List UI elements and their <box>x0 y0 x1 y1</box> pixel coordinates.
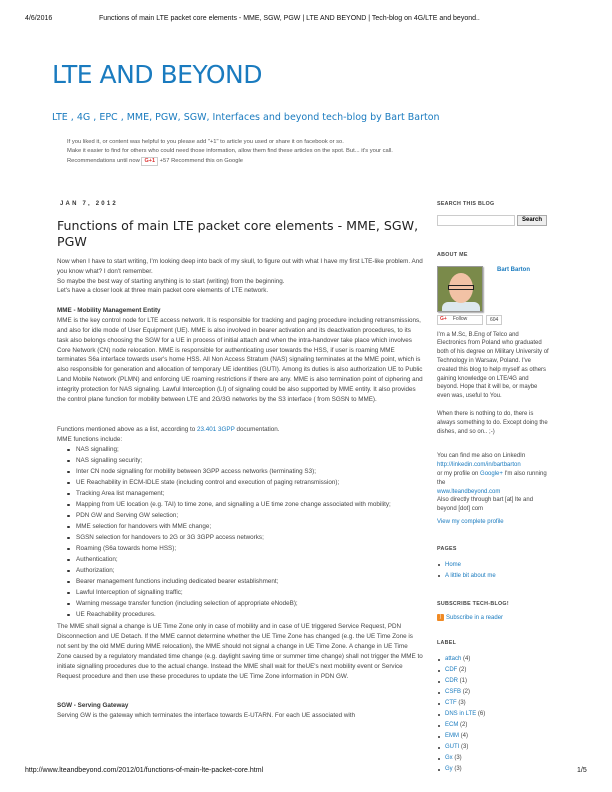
label-item <box>445 676 549 687</box>
label-item <box>445 687 549 698</box>
recommend-cta: Recommend this on Google <box>171 157 243 164</box>
label-item <box>445 709 549 720</box>
google-follow-button[interactable] <box>437 315 483 325</box>
linkedin-text: You can find me also on LinkedIn <box>437 453 526 460</box>
recommend-box <box>67 138 393 166</box>
label-item <box>445 654 549 665</box>
function-item: SGSN selection for handovers to 2G or 3G 3GPP access networks; <box>76 532 423 543</box>
blog-subtitle: LTE , 4G , EPC , MME, PGW, SGW, Interfaces and beyond tech-blog by Bart Barton <box>52 112 440 123</box>
site-link[interactable]: www.lteandbeyond.com <box>437 488 501 495</box>
print-date: 4/6/2016 <box>25 15 53 22</box>
list-heading: MME functions include: <box>57 435 123 443</box>
label-list <box>445 654 549 775</box>
function-item: Bearer management functions including dedicated bearer establishment; <box>76 576 423 587</box>
function-item: Roaming (S6a towards home HSS); <box>76 543 423 554</box>
function-item: Authentication; <box>76 554 423 565</box>
label-link[interactable]: ECM <box>445 722 459 728</box>
search-input[interactable] <box>437 215 515 226</box>
print-page-number: 1/5 <box>577 767 587 774</box>
sgw-body: Serving GW is the gateway which terminates the interface towards E-UTARN. For each UE associated with <box>57 712 356 720</box>
function-item: NAS signalling; <box>76 444 423 455</box>
label-count: (4) <box>463 656 471 662</box>
recommend-count: +57 <box>159 157 170 164</box>
label-count: (3) <box>458 700 466 706</box>
sgw-heading: SGW - Serving Gateway <box>57 702 129 710</box>
view-profile-link[interactable]: View my complete profile <box>437 518 504 525</box>
label-heading: LABEL <box>437 640 457 647</box>
label-item <box>445 665 549 676</box>
print-page-title: Functions of main LTE packet core elements - MME, SGW, PGW | LTE AND BEYOND | Tech-blog on 4G/LTE and beyond.. <box>99 15 480 22</box>
subscribe-link[interactable]: Subscribe in a reader <box>446 615 504 622</box>
google-plus-one-button[interactable]: G+1 <box>141 157 158 166</box>
blog-title[interactable]: LTE AND BEYOND <box>52 60 262 89</box>
recommend-line-3: Recommendations until now <box>67 157 140 164</box>
about-text: I'm a M.Sc, B.Eng of Telco and Electronics from Poland who graduated both of his degree on Military University of Technology in Warsaw, Poland. I've created this blog to help myself as others gaining knowledge on LTE/4G and beyond. Hope that it will be, or maybe even was, useful to You. <box>437 331 549 400</box>
search-heading: SEARCH THIS BLOG <box>437 201 495 207</box>
sidebar <box>437 200 549 775</box>
follow-label: Follow <box>452 316 468 323</box>
function-item: Lawful Interception of signalling traffic; <box>76 587 423 598</box>
function-item: UE Reachability in ECM-IDLE state (including control and execution of paging retransmission); <box>76 477 423 488</box>
linkedin-link[interactable]: http://linkedin.com/in/bartbarton <box>437 462 521 469</box>
function-item: PDN GW and Serving GW selection; <box>76 510 423 521</box>
label-count: (2) <box>459 667 467 673</box>
label-link[interactable]: attach <box>445 656 462 662</box>
label-link[interactable]: CSFB <box>445 689 462 695</box>
subscribe-heading: SUBSCRIBE TECH-BLOG! <box>437 600 509 607</box>
author-avatar[interactable] <box>437 266 483 312</box>
label-item <box>445 742 549 753</box>
label-count: (2) <box>462 689 471 695</box>
about-heading: ABOUT ME <box>437 251 468 258</box>
print-url: http://www.lteandbeyond.com/2012/01/functions-of-main-lte-packet-core.html <box>25 767 264 774</box>
label-item <box>445 731 549 742</box>
label-item <box>445 764 549 775</box>
google-plus-link[interactable]: Google+ <box>480 470 503 477</box>
google-plus-icon: G+ <box>440 316 447 323</box>
function-item: Tracking Area list management; <box>76 488 423 499</box>
label-count: (6) <box>477 711 486 717</box>
label-link[interactable]: Gx <box>445 755 453 761</box>
label-count: (4) <box>460 733 469 739</box>
email-text: Also directly through bart [at] lte and beyond [dot] com <box>437 497 534 513</box>
3gpp-doc-link[interactable]: 23.401 3GPP <box>197 425 235 433</box>
label-count: (3) <box>454 755 462 761</box>
label-link[interactable]: CDF <box>445 667 458 673</box>
function-item: Mapping from UE location (e.g. TAI) to time zone, and signalling a UE time zone change associated with mobility; <box>76 499 423 510</box>
author-name-link[interactable]: Bart Barton <box>497 266 531 273</box>
label-item <box>445 753 549 764</box>
intro-paragraph: So maybe the best way of starting anything is to start (writing) from the beginning. <box>57 277 285 285</box>
recommend-line-1: If you liked it, or content was helpful to you please add "+1" to article you used or share it on facebook or so. <box>67 139 344 145</box>
label-link[interactable]: DNS in LTE <box>445 711 477 717</box>
list-intro <box>57 425 423 435</box>
function-item: Inter CN node signalling for mobility between 3GPP access networks (terminating S3); <box>76 466 423 477</box>
mme-functions-list <box>76 444 423 620</box>
follower-count: 604 <box>486 315 502 325</box>
label-link[interactable]: CDR <box>445 678 458 684</box>
mme-body: MME is the key control node for LTE access network. It is responsible for tracking and paging procedure including retransmissions, and also for idle mode of User Equipment (UE). MME is also involved in bearer activation and its deactivation procedures, to its task also belongs choosing the SGW for a UE in process of initial attach and when the intra-handover take place which involves Core Network (CN) node relocation. MME is responsible for authenticating user towards the HSS, if user is roaming MME terminates S6a interface towards user's home HSS. All Non Access Stratum (NAS) signaling terminates at the MME point, which is also responsible for generation and allocation of temporary UE identities (GUTI). Among its duties is also authorization UE to Public Land Mobile Network (PLMN) and enforcing UE roaming restrictions if there are any. MME is also termination point of ciphering and integrity protection for NAS signaling. Lawful Interception (LI) of signaling could be also supported by MME entity. It also provides the control plane function for mobility between LTE and 2G/3G networks by the S3 interface ( from SGSN to MME). <box>57 317 423 403</box>
label-count: (3) <box>461 744 469 750</box>
function-item: NAS signalling security; <box>76 455 423 466</box>
function-item: Authorization; <box>76 565 423 576</box>
pages-heading: PAGES <box>437 545 457 552</box>
label-link[interactable]: EMM <box>445 733 459 739</box>
label-count: (1) <box>459 678 468 684</box>
search-button[interactable]: Search <box>517 215 547 226</box>
mme-heading: MME - Mobility Management Entity <box>57 307 161 315</box>
label-count: (3) <box>454 766 462 772</box>
post-title[interactable]: Functions of main LTE packet core elements - MME, SGW, PGW <box>57 217 419 249</box>
label-item <box>445 698 549 709</box>
intro-paragraph: Let's have a closer look at three main packet core elements of LTE network. <box>57 287 269 295</box>
profile-text: or my profile on <box>437 470 481 477</box>
post <box>57 200 423 721</box>
about-text-2: When there is nothing to do, there is always something to do. Except doing the dishes, and so on.. ;-) <box>437 410 548 435</box>
recommend-line-2: Make it easier to find for others who could need those information, allow them find these articles on the spot. But... it's your call. <box>67 148 393 155</box>
label-count: (2) <box>460 722 468 728</box>
label-item <box>445 720 549 731</box>
timezone-paragraph: The MME shall signal a change is UE Time Zone only in case of mobility and in case of UE triggered Service Request, PDN Disconnection and UE Detach. If the MME cannot determine whether the UE Time Zone has changed (e.g. the UE Time Zone is not sent by the old MME during MME relocation), the MME should not signal a change in UE Time Zone. A change in UE Time Zone caused by a regulatory mandated time change (e.g. daylight saving time or summer time change) shall not trigger the MME to initiate signalling procedures due to the actual change. Instead the MME shall wait for theUE's next mobility event or Service Request procedure and then use these procedures to update the UE Time Zone information in PDN GW. <box>57 623 423 680</box>
post-date: JAN 7, 2012 <box>60 201 118 207</box>
function-item: MME selection for handovers with MME change; <box>76 521 423 532</box>
page-link-home[interactable]: Home <box>445 561 462 568</box>
label-link[interactable]: CTF <box>445 700 457 706</box>
intro-paragraph: Now when I have to start writing, I'm looking deep into back of my skull, to figure out with what I have my first LTE-like problem. And you know what? I don't remember. <box>57 257 423 275</box>
function-item: UE Reachability procedures. <box>76 609 423 620</box>
page-link-about[interactable]: A little bit about me <box>445 572 496 579</box>
rss-icon: ) <box>437 614 444 621</box>
function-item: Warning message transfer function (including selection of appropriate eNodeB); <box>76 598 423 609</box>
label-link[interactable]: Gy <box>445 766 453 772</box>
list-intro-text: documentation. <box>234 425 280 433</box>
profile-text: I'm also running the <box>437 470 547 486</box>
list-intro-text: Functions mentioned above as a list, according to <box>57 425 198 433</box>
label-link[interactable]: GUTI <box>445 744 460 750</box>
